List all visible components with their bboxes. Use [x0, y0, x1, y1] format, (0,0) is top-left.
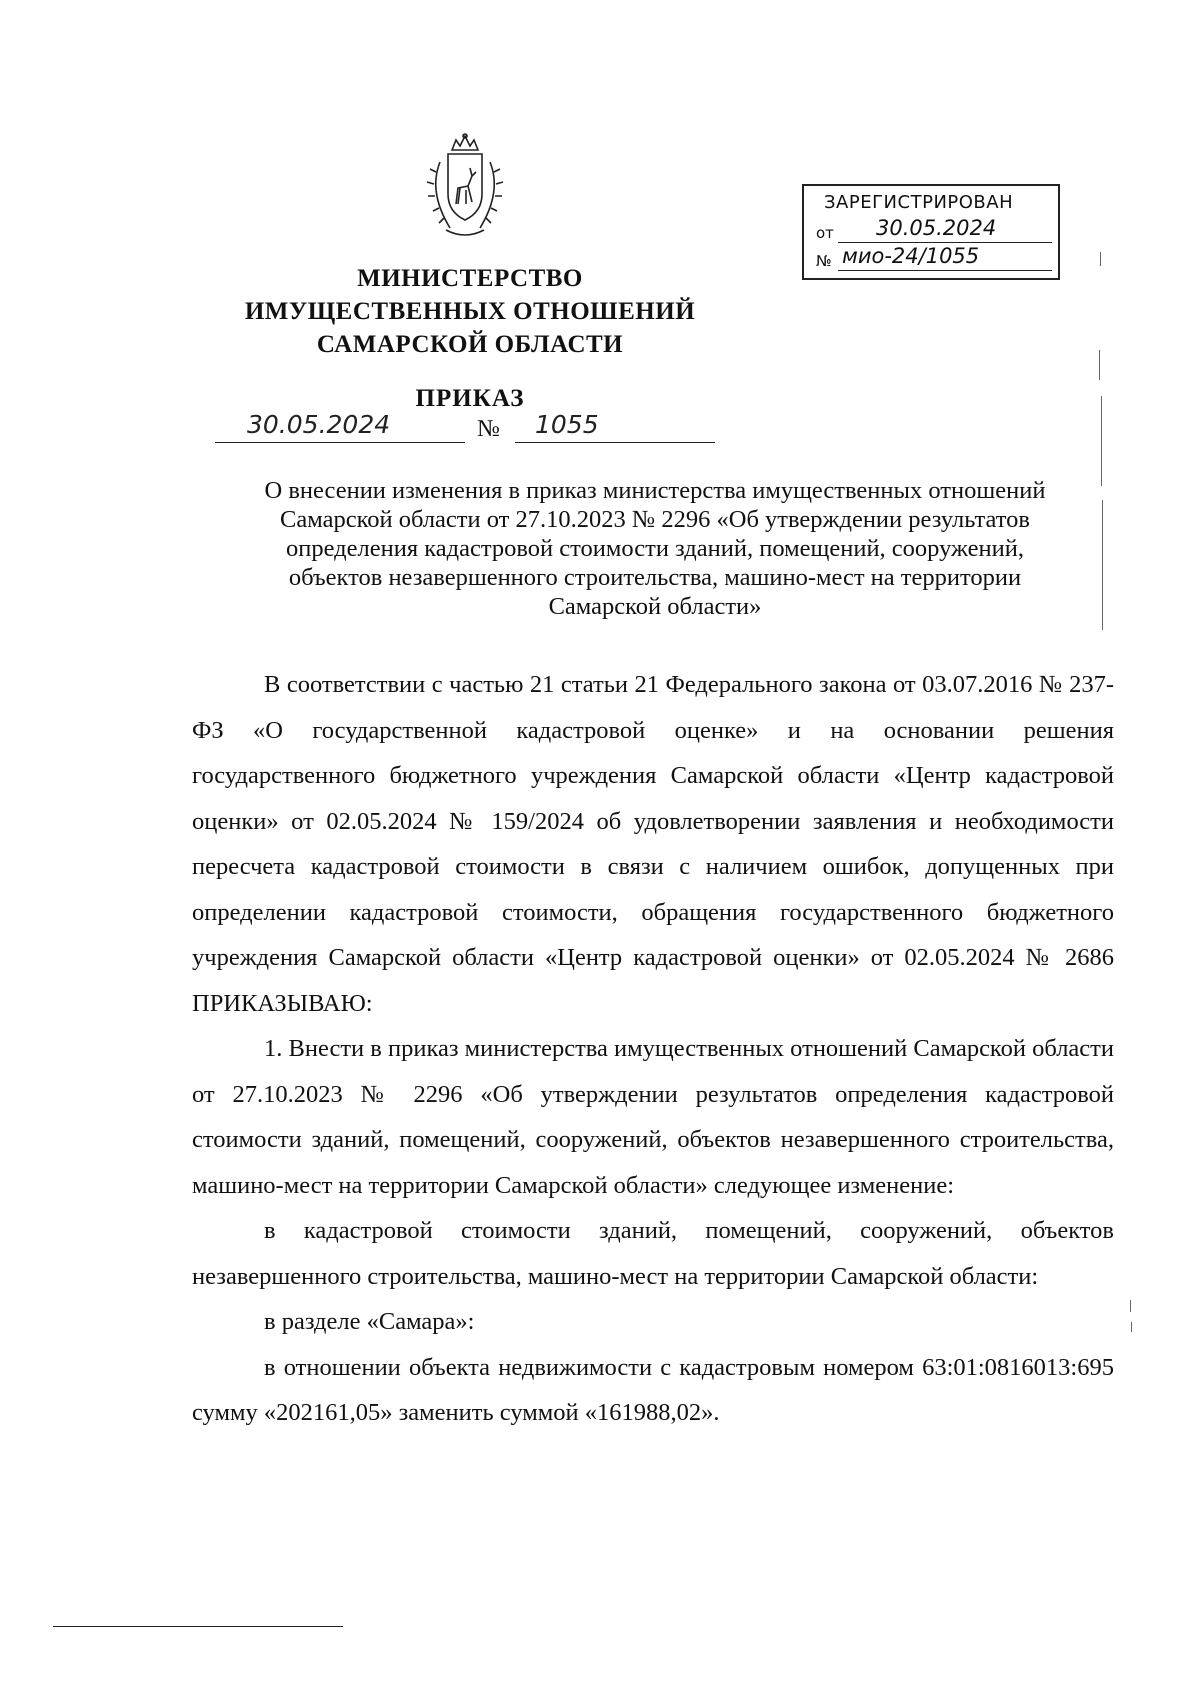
- stamp-date-label: от: [816, 224, 834, 242]
- stamp-date-underline: [838, 242, 1052, 243]
- order-number: 1055: [535, 410, 599, 439]
- scan-margin-mark: [1131, 1322, 1132, 1332]
- scan-margin-mark: [1100, 252, 1101, 266]
- stamp-number-value: мио-24/1055: [842, 244, 980, 268]
- order-number-underline: [515, 442, 715, 443]
- scan-margin-mark: [1102, 500, 1103, 630]
- order-date-number-line: [215, 410, 715, 446]
- order-date: 30.05.2024: [247, 410, 391, 439]
- ministry-name-line2: ИМУЩЕСТВЕННЫХ ОТНОШЕНИЙ: [244, 298, 696, 325]
- scan-margin-mark: [1101, 396, 1102, 486]
- stamp-number-label: №: [816, 252, 832, 270]
- coat-of-arms-icon: [410, 132, 520, 252]
- item-1-change-paragraph: в отношении объекта недвижимости с кадастровым номером 63:01:0816013:695 сумму «202161,05» заменить суммой «161988,02».: [192, 1353, 1114, 1426]
- order-date-underline: [215, 442, 465, 443]
- subject-line: определения кадастровой стоимости зданий, помещений, сооружений,: [286, 535, 1024, 562]
- order-number-sign: №: [477, 416, 500, 442]
- item-1-paragraph: 1. Внести в приказ министерства имущественных отношений Самарской области от 27.10.2023 № 2296 «Об утверждении результатов определения кадастровой стоимости зданий, помещений, сооружений, объектов незавершенного строительства, машино-мест на территории Самарской области» следующее изменение:: [192, 1035, 1114, 1199]
- subject-line: Самарской области»: [548, 593, 762, 620]
- stamp-number-row: [816, 244, 1052, 271]
- footnote-separator: [53, 1626, 343, 1627]
- subject-line: О внесении изменения в приказ министерства имущественных отношений: [264, 477, 1046, 504]
- order-subject: [200, 476, 1110, 621]
- ministry-name-line3: САМАРСКОЙ ОБЛАСТИ: [316, 331, 624, 358]
- stamp-title: ЗАРЕГИСТРИРОВАН: [824, 192, 1014, 213]
- order-body: [192, 662, 1114, 1436]
- ministry-name-line1: МИНИСТЕРСТВО: [357, 265, 583, 292]
- stamp-date-row: [816, 216, 1052, 243]
- stamp-date-value: 30.05.2024: [876, 216, 997, 240]
- scan-margin-mark: [1130, 1300, 1131, 1312]
- preamble-paragraph: В соответствии с частью 21 статьи 21 Федерального закона от 03.07.2016 № 237-ФЗ «О государственной кадастровой оценке» и на основании решения государственного бюджетного учреждения Самарской области «Центр кадастровой оценки» от 02.05.2024 № 159/2024 об удовлетворении заявления и необходимости пересчета кадастровой стоимости в связи с наличием ошибок, допущенных при определении кадастровой стоимости, обращения государственного бюджетного учреждения Самарской области «Центр кадастровой оценки» от 02.05.2024 № 2686 ПРИКАЗЫВАЮ:: [192, 671, 1114, 1017]
- registration-stamp: [802, 184, 1060, 280]
- subject-line: объектов незавершенного строительства, машино-мест на территории: [288, 564, 1022, 591]
- item-1-section-paragraph: в разделе «Самара»:: [264, 1308, 475, 1335]
- order-title: ПРИКАЗ: [415, 385, 525, 412]
- subject-line: Самарской области от 27.10.2023 № 2296 «Об утверждении результатов: [280, 506, 1030, 533]
- scan-margin-mark: [1099, 350, 1100, 380]
- stamp-number-underline: [838, 270, 1052, 271]
- ministry-header: [200, 262, 740, 413]
- item-1-subparagraph: в кадастровой стоимости зданий, помещений, сооружений, объектов незавершенного строительства, машино-мест на территории Самарской области:: [192, 1217, 1114, 1290]
